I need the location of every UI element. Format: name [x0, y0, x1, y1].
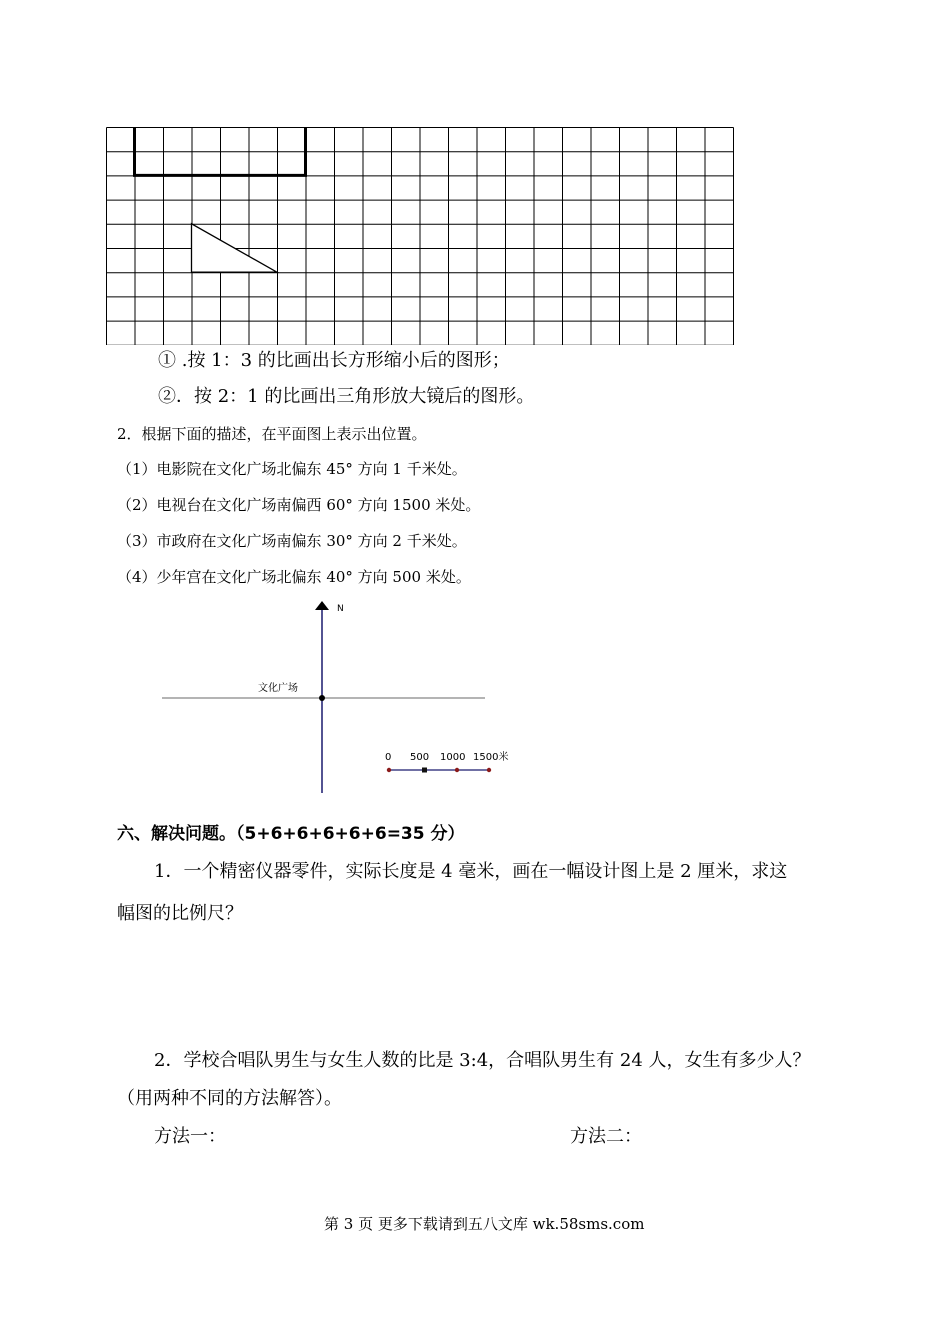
- grid-instruction-2: ②．按 2：1 的比画出三角形放大镜后的图形。: [158, 386, 535, 407]
- north-arrow-icon: [315, 601, 329, 610]
- problem1-line1: 1．一个精密仪器零件，实际长度是 4 毫米，画在一幅设计图上是 2 厘米，求这: [154, 861, 788, 882]
- problem2-line1: 2．学校合唱队男生与女生人数的比是 3:4，合唱队男生有 24 人，女生有多少人？: [154, 1050, 811, 1071]
- scale-label-1000: 1000: [440, 752, 466, 763]
- scale-tick-0: [387, 768, 391, 772]
- section6-heading: 六、解决问题。（5+6+6+6+6+6=35 分）: [117, 824, 465, 844]
- page-footer: 第 3 页 更多下载请到五八文库 wk.58sms.com: [324, 1215, 645, 1233]
- problem2-line2: （用两种不同的方法解答）。: [117, 1088, 342, 1109]
- question2-title: 2．根据下面的描述，在平面图上表示出位置。: [117, 425, 427, 443]
- north-label: N: [337, 604, 344, 614]
- grid-instruction-1: ① .按 1：3 的比画出长方形缩小后的图形；: [158, 350, 510, 371]
- question2-item-1: （1）电影院在文化广场北偏东 45° 方向 1 千米处。: [117, 460, 467, 478]
- scale-label-1500: 1500米: [473, 752, 509, 763]
- method1-label: 方法一：: [154, 1126, 226, 1147]
- center-point: [319, 695, 325, 701]
- scale-tick-1000: [455, 768, 459, 772]
- question2-item-2: （2）电视台在文化广场南偏西 60° 方向 1500 米处。: [117, 496, 481, 514]
- scale-tick-500: [422, 768, 427, 773]
- method2-label: 方法二：: [570, 1126, 642, 1147]
- scale-tick-1500: [487, 768, 491, 772]
- question2-item-4: （4）少年宫在文化广场北偏东 40° 方向 500 米处。: [117, 568, 471, 586]
- drawing-grid: [106, 127, 734, 345]
- position-map: [150, 598, 510, 798]
- scale-label-500: 500: [410, 752, 430, 763]
- question2-item-3: （3）市政府在文化广场南偏东 30° 方向 2 千米处。: [117, 532, 467, 550]
- problem1-line2: 幅图的比例尺？: [117, 903, 243, 924]
- scale-label-0: 0: [385, 752, 392, 763]
- center-label: 文化广场: [258, 683, 298, 694]
